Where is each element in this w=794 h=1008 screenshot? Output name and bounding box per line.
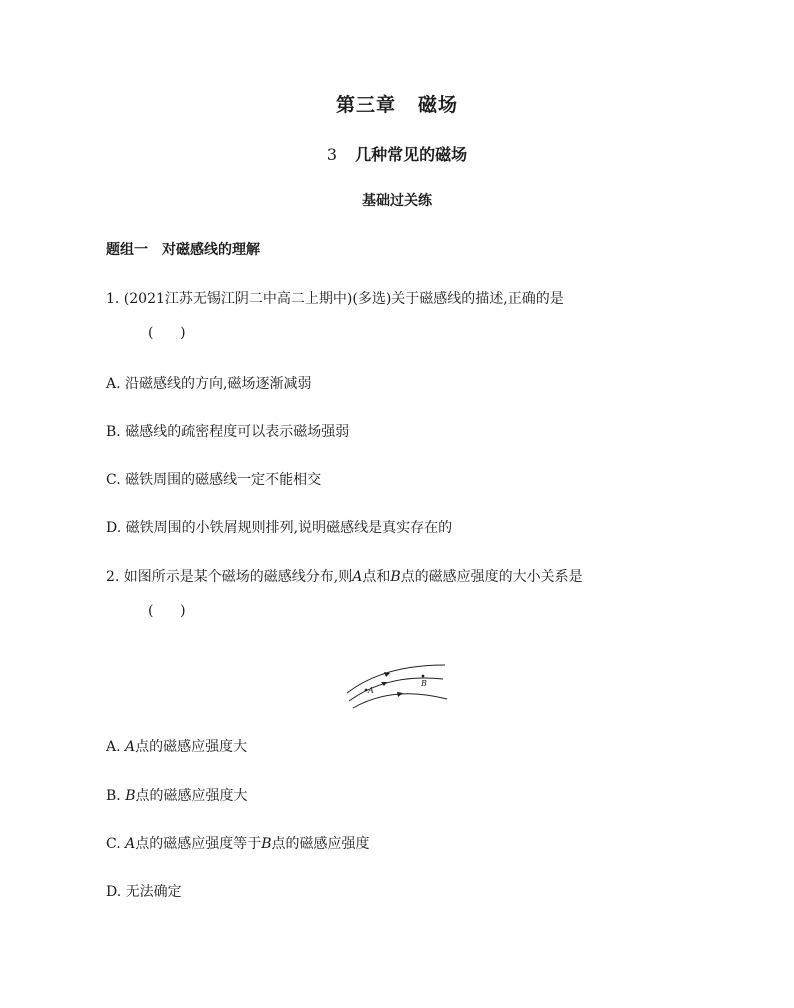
- field-line-top: [347, 665, 445, 693]
- arrowhead-top: [384, 672, 390, 677]
- q2-option-c-prefix: C.: [106, 836, 126, 852]
- q2-option-a-var: A: [125, 739, 136, 755]
- chapter-title: [0, 90, 794, 117]
- q1-option-b: B. 磁感线的疏密程度可以表示磁场强弱: [106, 424, 350, 440]
- q2-option-d: D. 无法确定: [106, 884, 182, 900]
- point-a-dot: [365, 689, 368, 692]
- q1-stem: 1. (2021江苏无锡江阴二中高二上期中)(多选)关于磁感线的描述,正确的是: [106, 291, 564, 307]
- point-b-label: B: [421, 679, 427, 688]
- q1-answer-blank: ( ): [148, 325, 186, 341]
- group-topic: 对磁感线的理解: [162, 242, 260, 258]
- q2-option-a-prefix: A.: [106, 739, 126, 755]
- q2-option-b-text: 点的磁感应强度大: [135, 788, 248, 804]
- arrowhead-bottom: [397, 692, 403, 697]
- q1-option-a: A. 沿磁感线的方向,磁场逐渐减弱: [106, 376, 312, 392]
- q2-option-c-var2: B: [261, 836, 272, 852]
- group-label: 题组一: [106, 242, 148, 258]
- point-a-label: A: [368, 686, 374, 695]
- q2-option-c-mid: 点的磁感应强度等于: [135, 836, 262, 852]
- section-number: 3: [326, 145, 338, 164]
- q2-var-a: A: [352, 569, 363, 585]
- q2-stem-pre: 2. 如图所示是某个磁场的磁感线分布,则: [106, 569, 353, 585]
- point-b-dot: [422, 675, 425, 678]
- q2-stem-post: 点的磁感应强度的大小关系是: [400, 569, 583, 585]
- q2-option-b-var: B: [125, 788, 136, 804]
- field-line-bottom: [353, 694, 447, 708]
- field-line-middle: [349, 678, 443, 701]
- q2-option-a: [106, 736, 247, 756]
- question-group-heading: [106, 239, 260, 259]
- chapter-prefix: 第三章: [335, 94, 396, 116]
- magnetic-field-lines-figure: [343, 655, 453, 713]
- section-name: 几种常见的磁场: [355, 145, 468, 164]
- q2-stem: [106, 566, 583, 586]
- q2-option-c-var1: A: [125, 836, 136, 852]
- q2-var-b: B: [390, 569, 401, 585]
- q2-option-c-text: 点的磁感应强度: [271, 836, 370, 852]
- chapter-name: 磁场: [418, 94, 459, 116]
- q1-option-c: C. 磁铁周围的磁感线一定不能相交: [106, 472, 322, 488]
- q1-option-d: D. 磁铁周围的小铁屑规则排列,说明磁感线是真实存在的: [106, 520, 453, 536]
- q2-stem-mid: 点和: [362, 569, 391, 585]
- exercise-subtitle: 基础过关练: [362, 193, 432, 209]
- section-title: [0, 142, 794, 165]
- q2-option-b: [106, 785, 248, 805]
- q2-option-c: [106, 833, 370, 853]
- q2-option-b-prefix: B.: [106, 788, 126, 804]
- q2-option-a-text: 点的磁感应强度大: [135, 739, 248, 755]
- q2-answer-blank: ( ): [148, 603, 186, 619]
